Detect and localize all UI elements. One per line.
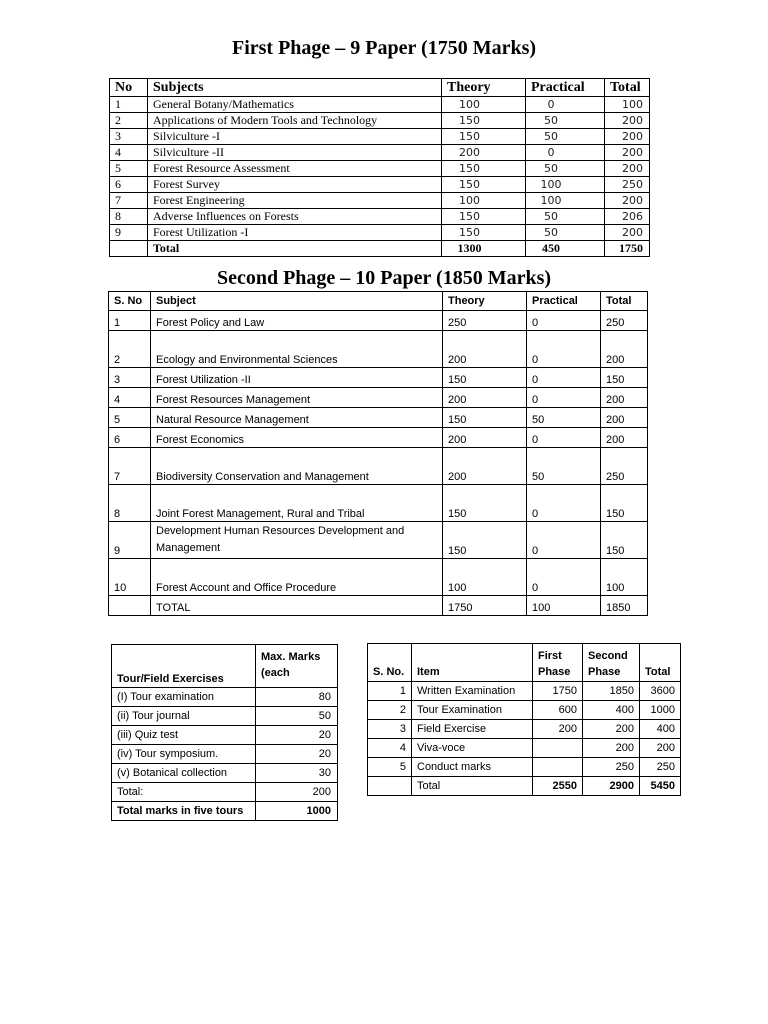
table-row — [109, 388, 648, 408]
practical-marks: 50 — [526, 161, 605, 177]
subject: Forest Survey — [148, 177, 442, 193]
phase1-table — [109, 78, 650, 257]
total-marks: 400 — [640, 720, 681, 739]
theory-marks: 100 — [443, 559, 527, 596]
total-marks: 206 — [605, 209, 650, 225]
second-phase-marks: 1850 — [583, 682, 640, 701]
row-number: 9 — [109, 522, 151, 559]
item: Field Exercise — [412, 720, 533, 739]
total-row — [368, 777, 681, 796]
table-row — [368, 682, 681, 701]
total-row — [110, 241, 650, 257]
practical-marks: 0 — [527, 522, 601, 559]
second-phase-marks: 250 — [583, 758, 640, 777]
first-phase-marks: 200 — [533, 720, 583, 739]
table-header-row — [110, 79, 650, 97]
total-marks: 200 — [605, 129, 650, 145]
phase1-title: First Phage – 9 Paper (1750 Marks) — [231, 37, 537, 59]
table-row — [110, 129, 650, 145]
subject: Silviculture -I — [148, 129, 442, 145]
total-marks: 200 — [601, 428, 648, 448]
row-number: 7 — [109, 448, 151, 485]
max-marks: 20 — [256, 726, 338, 745]
theory-marks: 150 — [443, 522, 527, 559]
total-marks: 200 — [605, 225, 650, 241]
total-marks: 1000 — [640, 701, 681, 720]
item: Conduct marks — [412, 758, 533, 777]
theory-marks: 150 — [442, 129, 526, 145]
column-header: Practical — [527, 292, 601, 311]
total-marks: 250 — [601, 448, 648, 485]
empty-cell — [110, 241, 148, 257]
table-row — [368, 758, 681, 777]
tour-item: (iii) Quiz test — [112, 726, 256, 745]
item: Tour Examination — [412, 701, 533, 720]
practical-marks: 50 — [526, 209, 605, 225]
row-number: 3 — [109, 368, 151, 388]
tour-item: Total: — [112, 783, 256, 802]
total-marks: 200 — [605, 193, 650, 209]
table-row — [110, 193, 650, 209]
table-header-row — [368, 644, 681, 682]
theory-total: 1300 — [442, 241, 526, 257]
practical-marks: 50 — [527, 408, 601, 428]
practical-marks: 0 — [527, 559, 601, 596]
table-row — [368, 720, 681, 739]
column-header: Theory — [442, 79, 526, 97]
column-header: Subject — [151, 292, 443, 311]
tour-item: (I) Tour examination — [112, 688, 256, 707]
table-row — [112, 707, 338, 726]
table-row — [109, 485, 648, 522]
column-header: Subjects — [148, 79, 442, 97]
second-phase-marks: 200 — [583, 739, 640, 758]
tour-exercises-table — [111, 644, 338, 821]
item: Written Examination — [412, 682, 533, 701]
phase2-title: Second Phage – 10 Paper (1850 Marks) — [216, 267, 552, 289]
subject: Silviculture -II — [148, 145, 442, 161]
second-phase-marks: 200 — [583, 720, 640, 739]
table-row — [112, 726, 338, 745]
theory-marks: 100 — [442, 97, 526, 113]
practical-marks: 0 — [527, 428, 601, 448]
first-phase-total: 2550 — [533, 777, 583, 796]
total-label: TOTAL — [151, 596, 443, 616]
table-row — [109, 448, 648, 485]
row-number: 9 — [110, 225, 148, 241]
row-number: 1 — [109, 311, 151, 331]
row-number: 3 — [368, 720, 412, 739]
second-phase-total: 2900 — [583, 777, 640, 796]
table-row — [109, 368, 648, 388]
table-row — [109, 331, 648, 368]
total-marks: 200 — [601, 408, 648, 428]
total-marks: 200 — [605, 113, 650, 129]
subject: Joint Forest Management, Rural and Tribal — [151, 485, 443, 522]
table-row — [110, 177, 650, 193]
total-row — [112, 802, 338, 821]
column-header: Theory — [443, 292, 527, 311]
column-header: S. No. — [368, 644, 412, 682]
grand-total: 1850 — [601, 596, 648, 616]
total-marks: 250 — [601, 311, 648, 331]
theory-marks: 150 — [443, 485, 527, 522]
grand-total: 1000 — [256, 802, 338, 821]
theory-marks: 150 — [442, 225, 526, 241]
subject: Forest Resource Assessment — [148, 161, 442, 177]
total-label: Total — [148, 241, 442, 257]
theory-total: 1750 — [443, 596, 527, 616]
column-header: Second Phase — [583, 644, 640, 682]
table-row — [368, 701, 681, 720]
total-marks: 150 — [601, 522, 648, 559]
row-number: 5 — [110, 161, 148, 177]
empty-cell — [368, 777, 412, 796]
theory-marks: 200 — [443, 448, 527, 485]
table-row — [112, 688, 338, 707]
practical-total: 100 — [527, 596, 601, 616]
phase2-table — [108, 291, 648, 616]
subject: Ecology and Environmental Sciences — [151, 331, 443, 368]
theory-marks: 150 — [443, 368, 527, 388]
practical-marks: 50 — [527, 448, 601, 485]
total-label: Total — [412, 777, 533, 796]
row-number: 8 — [109, 485, 151, 522]
summary-table — [367, 643, 681, 796]
subject: General Botany/Mathematics — [148, 97, 442, 113]
row-number: 3 — [110, 129, 148, 145]
row-number: 8 — [110, 209, 148, 225]
total-marks: 150 — [601, 368, 648, 388]
column-header: No — [110, 79, 148, 97]
column-header: Total — [605, 79, 650, 97]
table-row — [368, 739, 681, 758]
theory-marks: 150 — [442, 209, 526, 225]
row-number: 6 — [109, 428, 151, 448]
subject: Forest Utilization -II — [151, 368, 443, 388]
practical-marks: 0 — [527, 485, 601, 522]
table-header-row — [109, 292, 648, 311]
table-row — [110, 145, 650, 161]
row-number: 4 — [368, 739, 412, 758]
table-row — [112, 764, 338, 783]
item: Viva-voce — [412, 739, 533, 758]
subject: Forest Resources Management — [151, 388, 443, 408]
second-phase-marks: 400 — [583, 701, 640, 720]
first-phase-marks: 1750 — [533, 682, 583, 701]
max-marks: 30 — [256, 764, 338, 783]
table-row — [109, 408, 648, 428]
table-row — [110, 161, 650, 177]
row-number: 5 — [368, 758, 412, 777]
theory-marks: 200 — [442, 145, 526, 161]
total-label: Total marks in five tours — [112, 802, 256, 821]
column-header: Total — [640, 644, 681, 682]
row-number: 6 — [110, 177, 148, 193]
table-row — [109, 311, 648, 331]
row-number: 2 — [368, 701, 412, 720]
practical-marks: 50 — [526, 113, 605, 129]
row-number: 1 — [368, 682, 412, 701]
table-row — [110, 97, 650, 113]
subject: Applications of Modern Tools and Technology — [148, 113, 442, 129]
theory-marks: 200 — [443, 331, 527, 368]
subject: Adverse Influences on Forests — [148, 209, 442, 225]
row-number: 4 — [109, 388, 151, 408]
total-marks: 100 — [601, 559, 648, 596]
empty-cell — [109, 596, 151, 616]
row-number: 1 — [110, 97, 148, 113]
column-header: Tour/Field Exercises — [112, 645, 256, 688]
row-number: 7 — [110, 193, 148, 209]
table-row — [110, 225, 650, 241]
grand-total: 5450 — [640, 777, 681, 796]
row-number: 4 — [110, 145, 148, 161]
table-row — [110, 113, 650, 129]
row-number: 5 — [109, 408, 151, 428]
theory-marks: 150 — [442, 177, 526, 193]
practical-marks: 0 — [527, 311, 601, 331]
max-marks: 50 — [256, 707, 338, 726]
table-row — [110, 209, 650, 225]
practical-marks: 0 — [527, 388, 601, 408]
practical-marks: 0 — [527, 368, 601, 388]
column-header: Practical — [526, 79, 605, 97]
total-marks: 200 — [601, 331, 648, 368]
subject: Development Human Resources Development and Management — [151, 522, 443, 559]
subject: Forest Economics — [151, 428, 443, 448]
table-row — [109, 559, 648, 596]
table-header-row — [112, 645, 338, 688]
practical-marks: 100 — [526, 193, 605, 209]
subject: Forest Account and Office Procedure — [151, 559, 443, 596]
row-number: 2 — [110, 113, 148, 129]
theory-marks: 200 — [443, 388, 527, 408]
total-marks: 200 — [640, 739, 681, 758]
subject: Forest Engineering — [148, 193, 442, 209]
column-header: Max. Marks (each — [256, 645, 338, 688]
total-marks: 100 — [605, 97, 650, 113]
column-header: Item — [412, 644, 533, 682]
first-phase-marks — [533, 758, 583, 777]
theory-marks: 150 — [443, 408, 527, 428]
theory-marks: 100 — [442, 193, 526, 209]
subject: Biodiversity Conservation and Management — [151, 448, 443, 485]
total-marks: 250 — [640, 758, 681, 777]
practical-marks: 50 — [526, 225, 605, 241]
tour-item: (ii) Tour journal — [112, 707, 256, 726]
first-phase-marks — [533, 739, 583, 758]
row-number: 2 — [109, 331, 151, 368]
first-phase-marks: 600 — [533, 701, 583, 720]
table-row — [109, 428, 648, 448]
practical-marks: 0 — [526, 97, 605, 113]
total-marks: 200 — [601, 388, 648, 408]
theory-marks: 150 — [442, 161, 526, 177]
column-header: First Phase — [533, 644, 583, 682]
practical-marks: 50 — [526, 129, 605, 145]
column-header: S. No — [109, 292, 151, 311]
total-marks: 200 — [605, 161, 650, 177]
practical-marks: 100 — [526, 177, 605, 193]
table-row — [112, 745, 338, 764]
max-marks: 20 — [256, 745, 338, 764]
total-marks: 250 — [605, 177, 650, 193]
tour-item: (v) Botanical collection — [112, 764, 256, 783]
table-row — [109, 522, 648, 559]
row-number: 10 — [109, 559, 151, 596]
theory-marks: 250 — [443, 311, 527, 331]
theory-marks: 150 — [442, 113, 526, 129]
practical-marks: 0 — [526, 145, 605, 161]
max-marks: 200 — [256, 783, 338, 802]
column-header: Total — [601, 292, 648, 311]
total-marks: 150 — [601, 485, 648, 522]
grand-total: 1750 — [605, 241, 650, 257]
subject: Natural Resource Management — [151, 408, 443, 428]
subject: Forest Utilization -I — [148, 225, 442, 241]
practical-total: 450 — [526, 241, 605, 257]
max-marks: 80 — [256, 688, 338, 707]
subject: Forest Policy and Law — [151, 311, 443, 331]
table-row — [112, 783, 338, 802]
tour-item: (iv) Tour symposium. — [112, 745, 256, 764]
theory-marks: 200 — [443, 428, 527, 448]
practical-marks: 0 — [527, 331, 601, 368]
total-marks: 200 — [605, 145, 650, 161]
total-marks: 3600 — [640, 682, 681, 701]
total-row — [109, 596, 648, 616]
